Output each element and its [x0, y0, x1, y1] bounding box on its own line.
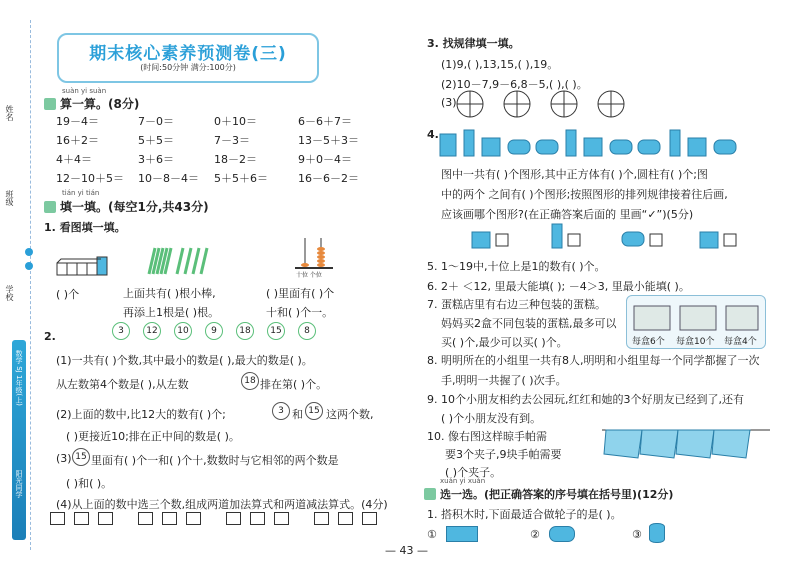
q1-c2-text: 十和( )个一。	[266, 306, 334, 319]
binding-line	[30, 20, 32, 550]
circled-number: 3	[272, 402, 290, 420]
q4-number: 4.	[427, 128, 439, 141]
q9-line1: 9. 10个小朋友相约去公园玩,红红和她的3个好朋友已经到了,还有	[427, 393, 744, 406]
class-label: 班级	[5, 190, 14, 206]
q1-a-text: ( )个	[56, 288, 80, 301]
circled-number: 3	[112, 322, 130, 340]
calc-item: 5＋5＝	[138, 134, 174, 147]
equation-template	[138, 511, 210, 525]
calc-item: 10－8－4＝	[138, 172, 199, 185]
page-subtitle: (时间:50分钟 满分:100分)	[140, 63, 236, 72]
circled-number: 12	[143, 322, 161, 340]
circled-number: 15	[305, 402, 323, 420]
q7-line2: 妈妈买2盒不同包装的蛋糕,最多可以	[441, 317, 617, 330]
q2-line3b: 和	[292, 408, 303, 421]
sec1-label: 算一算。(8分)	[60, 97, 140, 111]
q2-line4: ( )更接近10;排在正中间的数是( )。	[66, 430, 240, 443]
calc-item: 7－0＝	[138, 115, 174, 128]
calc-item: 16－6－2＝	[298, 172, 359, 185]
circled-number: 9	[205, 322, 223, 340]
answer-box[interactable]	[162, 512, 177, 525]
q7-line1: 7. 蛋糕店里有右边三种包装的蛋糕。	[427, 298, 606, 311]
q2-line5b: 里面有( )个一和( )个十,数数时与它相邻的两个数是	[91, 454, 339, 467]
calc-item: 19－4＝	[56, 115, 99, 128]
answer-box[interactable]	[50, 512, 65, 525]
calc-item: 18－2＝	[214, 153, 257, 166]
answer-box[interactable]	[314, 512, 329, 525]
section-icon	[44, 201, 56, 213]
equation-template	[50, 511, 122, 525]
q1-b2-text: 再添上1根是( )根。	[123, 306, 220, 319]
page-number: — 43 —	[385, 544, 428, 557]
calc-item: 13－5＋3＝	[298, 134, 359, 147]
circled-number: 10	[174, 322, 192, 340]
calc-item: 3＋6＝	[138, 153, 174, 166]
shape-sequence	[438, 126, 758, 158]
answer-options	[468, 222, 758, 252]
answer-box[interactable]	[362, 512, 377, 525]
punch-hole	[25, 262, 33, 270]
sec2-label: 填一填。(每空1分,共43分)	[60, 200, 209, 214]
circled-number: 8	[298, 322, 316, 340]
equation-template	[226, 511, 298, 525]
opt3-label: ③	[632, 528, 642, 541]
opt1-label: ①	[427, 528, 437, 541]
cylinder-side-icon	[549, 526, 575, 542]
sec3-label: 选一选。(把正确答案的序号填在括号里)(12分)	[440, 488, 674, 501]
cake-boxes-icon	[632, 300, 762, 332]
cuboid-icon	[446, 526, 478, 542]
answer-box[interactable]	[226, 512, 241, 525]
punch-hole	[25, 248, 33, 256]
handkerchief-line-icon	[602, 424, 772, 464]
answer-box[interactable]	[274, 512, 289, 525]
sec3-q1: 1. 搭积木时,下面最适合做轮子的是( )。	[427, 508, 622, 521]
answer-box[interactable]	[338, 512, 353, 525]
section-icon	[44, 98, 56, 110]
q2-line3c: 这两个数,	[326, 408, 374, 421]
sec3-heading	[424, 486, 673, 502]
equation-template	[314, 511, 386, 525]
q2-line2b: 排在第( )个。	[260, 378, 328, 391]
circled-number: 15	[72, 448, 90, 466]
sec1-heading	[44, 95, 139, 112]
cylinder-upright-icon	[649, 523, 665, 543]
section-icon	[424, 488, 436, 500]
sec2-pinyin: tián yi tián	[62, 189, 100, 197]
calc-item: 6－6＋7＝	[298, 115, 352, 128]
cake-label-1: 每盒6个	[632, 337, 665, 347]
abacus-labels: 十位 个位	[296, 272, 322, 279]
q2-line3a: (2)上面的数中,比12大的数有( )个;	[56, 408, 226, 421]
cake-label-2: 每盒10个	[676, 337, 715, 347]
sticks-bundle-icon	[145, 246, 210, 276]
q10-line1: 10. 像右图这样晾手帕需	[427, 430, 547, 443]
answer-box[interactable]	[98, 512, 113, 525]
opt2-label: ②	[530, 528, 540, 541]
calc-item: 16＋2＝	[56, 134, 99, 147]
q7-line3: 买( )个,最少可以买( )个。	[441, 336, 568, 349]
q2-number: 2.	[44, 330, 56, 343]
sec1-pinyin: suàn yi suàn	[62, 87, 107, 95]
calc-item: 7－3＝	[214, 134, 250, 147]
answer-box[interactable]	[250, 512, 265, 525]
q1-b1-text: 上面共有( )根小棒,	[123, 287, 216, 300]
brand-label: 阳光同学	[15, 470, 23, 498]
binding-sidebar	[0, 0, 44, 571]
q8-line1: 8. 明明所在的小组里一共有8人,明明和小组里每一个同学都握了一次	[427, 354, 760, 367]
q10-line3: ( )个夹子。	[445, 466, 502, 479]
circled-number: 15	[267, 322, 285, 340]
title-box	[57, 33, 319, 83]
calc-item: 5＋5＋6＝	[214, 172, 268, 185]
q4-line3: 应该画哪个图形?(在正确答案后面的 里画“✓”)(5分)	[441, 208, 694, 221]
q4-line2: 中的两个 之间有( )个图形;按照图形的排列规律接着往后画,	[441, 188, 728, 201]
q2-line1: (1)一共有( )个数,其中最小的数是( ),最大的数是( )。	[56, 354, 313, 367]
calc-item: 0＋10＝	[214, 115, 257, 128]
q4-line1: 图中一共有( )个图形,其中正方体有( )个,圆柱有( )个;图	[441, 168, 708, 181]
pattern-circles-icon	[455, 88, 635, 120]
cake-label-3: 每盒4个	[724, 337, 757, 347]
q1-c1-text: ( )里面有( )个	[266, 287, 335, 300]
q9-line2: ( )个小朋友没有到。	[441, 412, 542, 425]
q1-title: 1. 看图填一填。	[44, 221, 126, 234]
cube-blocks-icon	[55, 255, 110, 277]
q5-text: 5. 1～19中,十位上是1的数有( )个。	[427, 260, 606, 273]
q3-line1: (1)9,( ),13,15,( ),19。	[441, 58, 559, 71]
q6-text: 6. 2＋ ＜12, 里最大能填( ); －4＞3, 里最小能填( )。	[427, 280, 690, 293]
page-title: 期末核心素养预测卷(三)	[89, 44, 287, 64]
calc-item: 12－10＋5＝	[56, 172, 124, 185]
circled-number: 18	[241, 372, 259, 390]
q8-line2: 手,明明一共握了( )次手。	[441, 374, 567, 387]
answer-box[interactable]	[138, 512, 153, 525]
sec2-heading	[44, 198, 209, 215]
q2-line5a: (3)	[56, 452, 72, 465]
q3-line3: (3)	[441, 96, 457, 109]
q3-line2: (2)10－7,9－6,8－5,( ),( )。	[441, 78, 588, 91]
circled-number: 18	[236, 322, 254, 340]
answer-box[interactable]	[74, 512, 89, 525]
calc-item: 9＋0－4＝	[298, 153, 352, 166]
q2-line7: (4)从上面的数中选三个数,组成两道加法算式和两道减法算式。(4分)	[56, 498, 388, 511]
school-label: 学校	[5, 285, 14, 301]
answer-box[interactable]	[186, 512, 201, 525]
q2-line6: ( )和( )。	[66, 477, 113, 490]
name-label: 姓名	[5, 105, 14, 121]
q2-line2a: 从左数第4个数是( ),从左数	[56, 378, 189, 391]
sec3-pinyin: xuǎn yi xuǎn	[440, 477, 486, 485]
q10-line2: 要3个夹子,9块手帕需要	[445, 448, 562, 461]
calc-item: 4＋4＝	[56, 153, 92, 166]
q3-title: 3. 找规律填一填。	[427, 37, 520, 50]
book-label: 数学 SJ 1年级(上)	[15, 350, 23, 406]
